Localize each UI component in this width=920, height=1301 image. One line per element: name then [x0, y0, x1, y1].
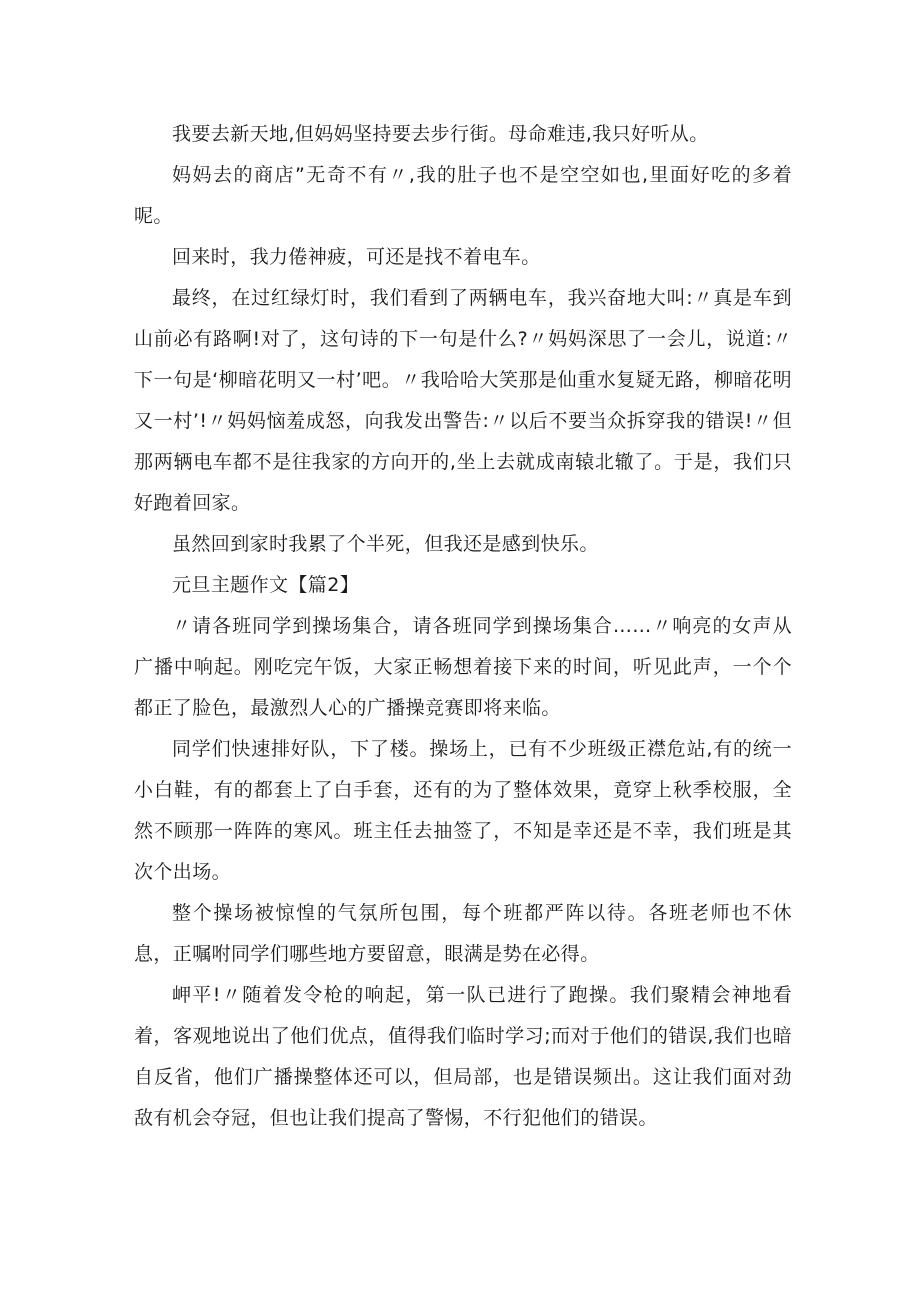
paragraph-1: 我要去新天地,但妈妈坚持要去步行街。母命难违,我只好听从。: [172, 123, 709, 145]
paragraph-7: 同学们快速排好队，下了楼。操场上，已有不少班级正襟危站,有的统一小白鞋，有的都套上了白手套，还有的为了整体效果，竟穿上秋季校服，全然不顾那一阵阵的寒风。班主任去抽签了，不知是幸还是不幸，我们班是其次个出场。: [134, 738, 792, 883]
paragraph-3: 回来时，我力倦神疲，可还是找不着电车。: [172, 246, 541, 268]
section-heading: 元旦主题作文【篇2】: [172, 574, 360, 596]
paragraph-8: 整个操场被惊惶的气氛所包围，每个班都严阵以待。各班老师也不休息，正嘱咐同学们哪些地方要留意，眼满是势在必得。: [134, 902, 792, 965]
paragraph-4: 最终，在过红绿灯时，我们看到了两辆电车，我兴奋地大叫:〃真是车到山前必有路啊!对了，这句诗的下一句是什么?〃妈妈深思了一会儿，说道:〃下一句是‘柳暗花明又一村’吧。〃我哈哈大笑那是仙重水复疑无路，柳暗花明又一村’!〃妈妈恼羞成怒，向我发出警告:〃以后不要当众拆穿我的错误!〃但那两辆电车都不是往我家的方向开的,坐上去就成南辕北辙了。于是，我们只好跑着回家。: [134, 287, 792, 514]
paragraph-9: 岬平!〃随着发令枪的响起，第一队已进行了跑操。我们聚精会神地看着，客观地说出了他们优点，值得我们临时学习;而对于他们的错误,我们也暗自反省，他们广播操整体还可以，但局部，也是错误频出。这让我们面对劲敌有机会夺冠，但也让我们提高了警惕，不行犯他们的错误。: [134, 984, 792, 1129]
document-body: [134, 114, 792, 1139]
paragraph-5: 虽然回到家时我累了个半死，但我还是感到快乐。: [172, 533, 599, 555]
paragraph-6: 〃请各班同学到操场集合，请各班同学到操场集合……〃响亮的女声从广播中响起。刚吃完午饭，大家正畅想着接下来的时间，听见此声，一个个都正了脸色，最激烈人心的广播操竞赛即将来临。: [134, 615, 792, 719]
paragraph-2: 妈妈去的商店”无奇不有〃,我的肚子也不是空空如也,里面好吃的多着呢。: [134, 164, 792, 227]
